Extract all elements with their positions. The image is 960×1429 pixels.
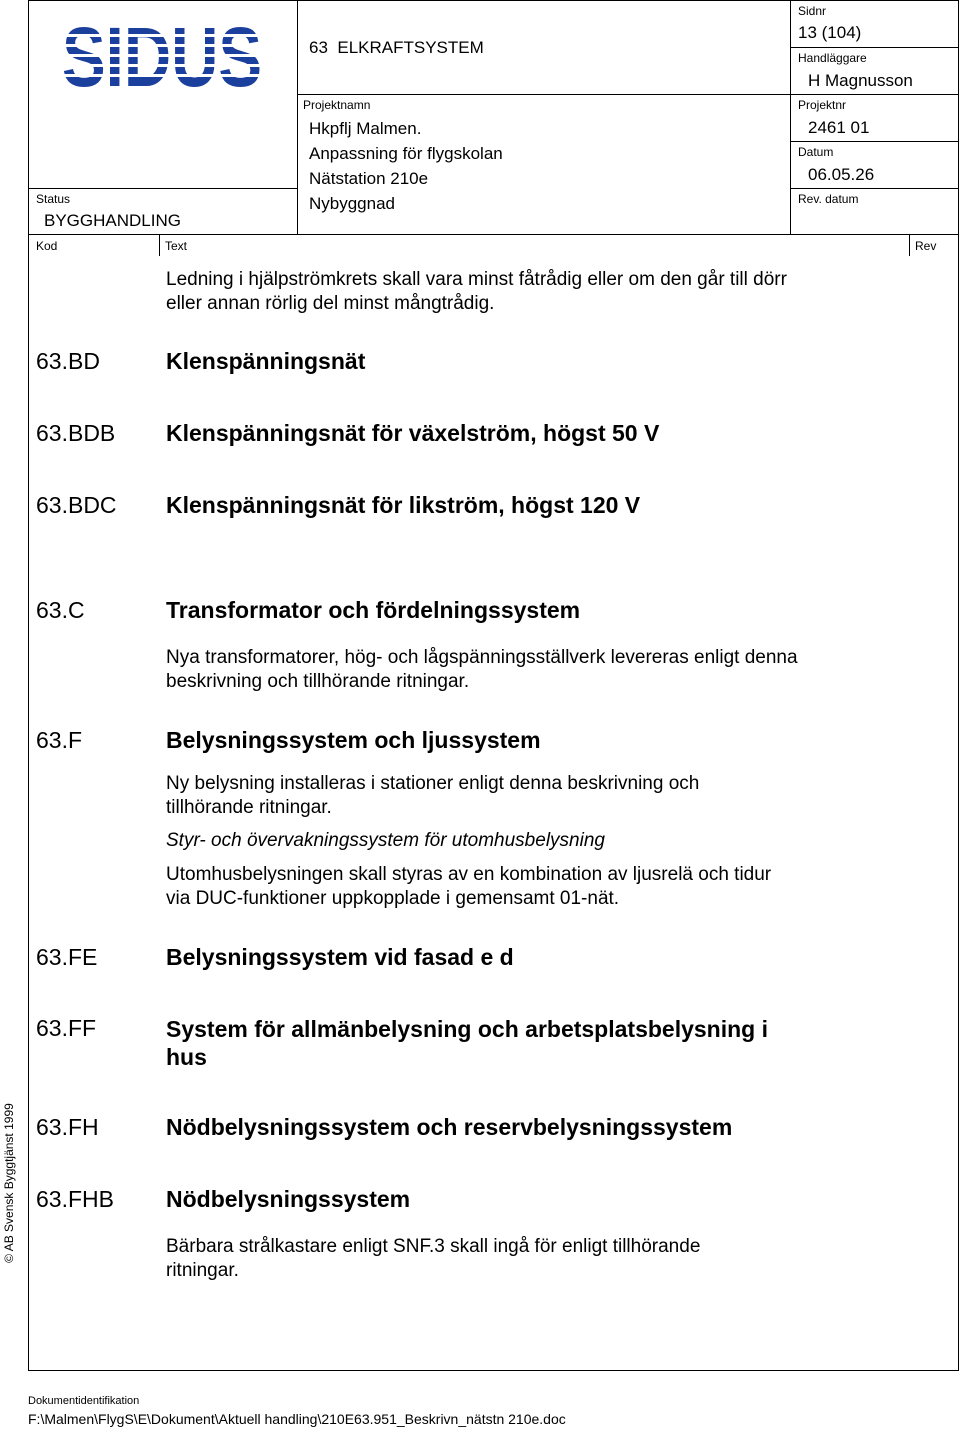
frame-bottom <box>28 1370 959 1371</box>
status-label: Status <box>36 192 71 206</box>
section-code-f: 63.F <box>36 727 83 753</box>
section-title-f: Belysningssystem och ljussystem <box>166 727 541 753</box>
doc-path: F:\Malmen\FlygS\E\Dokument\Aktuell handling\210E63.951_Beskrivn_nätstn 210e.doc <box>28 1411 566 1427</box>
datum-value: 06.05.26 <box>808 165 875 184</box>
projektnr-label: Projektnr <box>798 98 847 112</box>
section-code-bdc: 63.BDC <box>36 492 117 518</box>
datum-label: Datum <box>798 145 834 159</box>
header-divider <box>28 234 959 235</box>
header-hline-status <box>28 188 297 189</box>
section-title-fh: Nödbelysningssystem och reservbelysningssystem <box>166 1114 733 1140</box>
col-kod-label: Kod <box>36 239 58 253</box>
handlaggare-value: H Magnusson <box>808 71 913 90</box>
col-rev-label: Rev <box>915 239 937 253</box>
col-tick-text <box>159 234 160 256</box>
projektnamn-label: Projektnamn <box>303 98 371 112</box>
frame-right <box>958 0 959 1371</box>
revdatum-label: Rev. datum <box>798 192 859 206</box>
header-vline-1 <box>297 0 298 234</box>
header-hline-handl <box>790 94 958 95</box>
doc-id-label: Dokumentidentifikation <box>28 1395 140 1407</box>
handlaggare-label: Handläggare <box>798 51 867 65</box>
section-code-bdb: 63.BDB <box>36 420 116 446</box>
header-hline-title <box>297 94 790 95</box>
section-title-bdb: Klenspänningsnät för växelström, högst 50 V <box>166 420 660 446</box>
copyright-vertical: © AB Svensk Byggtjänst 1999 <box>2 1103 16 1263</box>
sidnr-label: Sidnr <box>798 4 827 18</box>
system-title: 63 ELKRAFTSYSTEM <box>309 38 484 57</box>
section-title-bdc: Klenspänningsnät för likström, högst 120 V <box>166 492 641 518</box>
section-code-fe: 63.FE <box>36 944 98 970</box>
section-subheading-f: Styr- och övervakningssystem för utomhusbelysning <box>166 830 605 851</box>
section-title-fe: Belysningssystem vid fasad e d <box>166 944 514 970</box>
header-hline-datum <box>790 188 958 189</box>
section-title-bd: Klenspänningsnät <box>166 348 366 374</box>
section-title-fhb: Nödbelysningssystem <box>166 1186 411 1212</box>
projektnamn-line-1: Hkpflj Malmen. <box>309 119 422 138</box>
section-text-f: Ny belysning installeras i stationer enligt denna beskrivning och tillhörande ritningar. <box>166 773 700 818</box>
section-code-c: 63.C <box>36 597 85 623</box>
intro-paragraph: Ledning i hjälpströmkrets skall vara minst fåtrådig eller om den går till dörr eller annan rörlig del minst mångtrådig. <box>166 269 787 314</box>
section-code-fh: 63.FH <box>36 1114 99 1140</box>
projektnamn-line-2: Anpassning för flygskolan <box>309 144 503 163</box>
section-text-fhb: Bärbara strålkastare enligt SNF.3 skall ingå för enligt tillhörande ritningar. <box>166 1236 701 1281</box>
sidnr-value: 13 (104) <box>798 23 862 42</box>
header-hline-sidnr <box>790 47 958 48</box>
sidus-logo <box>62 24 264 90</box>
section-text-c: Nya transformatorer, hög- och lågspänningsställverk levereras enligt denna beskrivning och tillhörande ritningar. <box>166 647 798 692</box>
section-title-ff: System för allmänbelysning och arbetsplatsbelysning i hus <box>166 1016 768 1070</box>
col-text-label: Text <box>165 239 188 253</box>
projektnr-value: 2461 01 <box>808 118 870 137</box>
section-text-f2: Utomhusbelysningen skall styras av en kombination av ljusrelä och tidur via DUC-funktioner uppkopplade i gemensamt 01-nät. <box>166 864 772 909</box>
section-code-bd: 63.BD <box>36 348 100 374</box>
frame-left <box>28 0 29 1371</box>
frame-top <box>28 0 959 1</box>
status-value: BYGGHANDLING <box>44 211 181 230</box>
projektnamn-line-3: Nätstation 210e <box>309 169 429 188</box>
section-title-c: Transformator och fördelningssystem <box>166 597 581 623</box>
header-hline-projnr <box>790 141 958 142</box>
col-tick-rev <box>909 234 910 256</box>
section-code-fhb: 63.FHB <box>36 1186 114 1212</box>
header-vline-2 <box>790 0 791 234</box>
section-code-ff: 63.FF <box>36 1015 97 1041</box>
projektnamn-line-4: Nybyggnad <box>309 194 396 213</box>
